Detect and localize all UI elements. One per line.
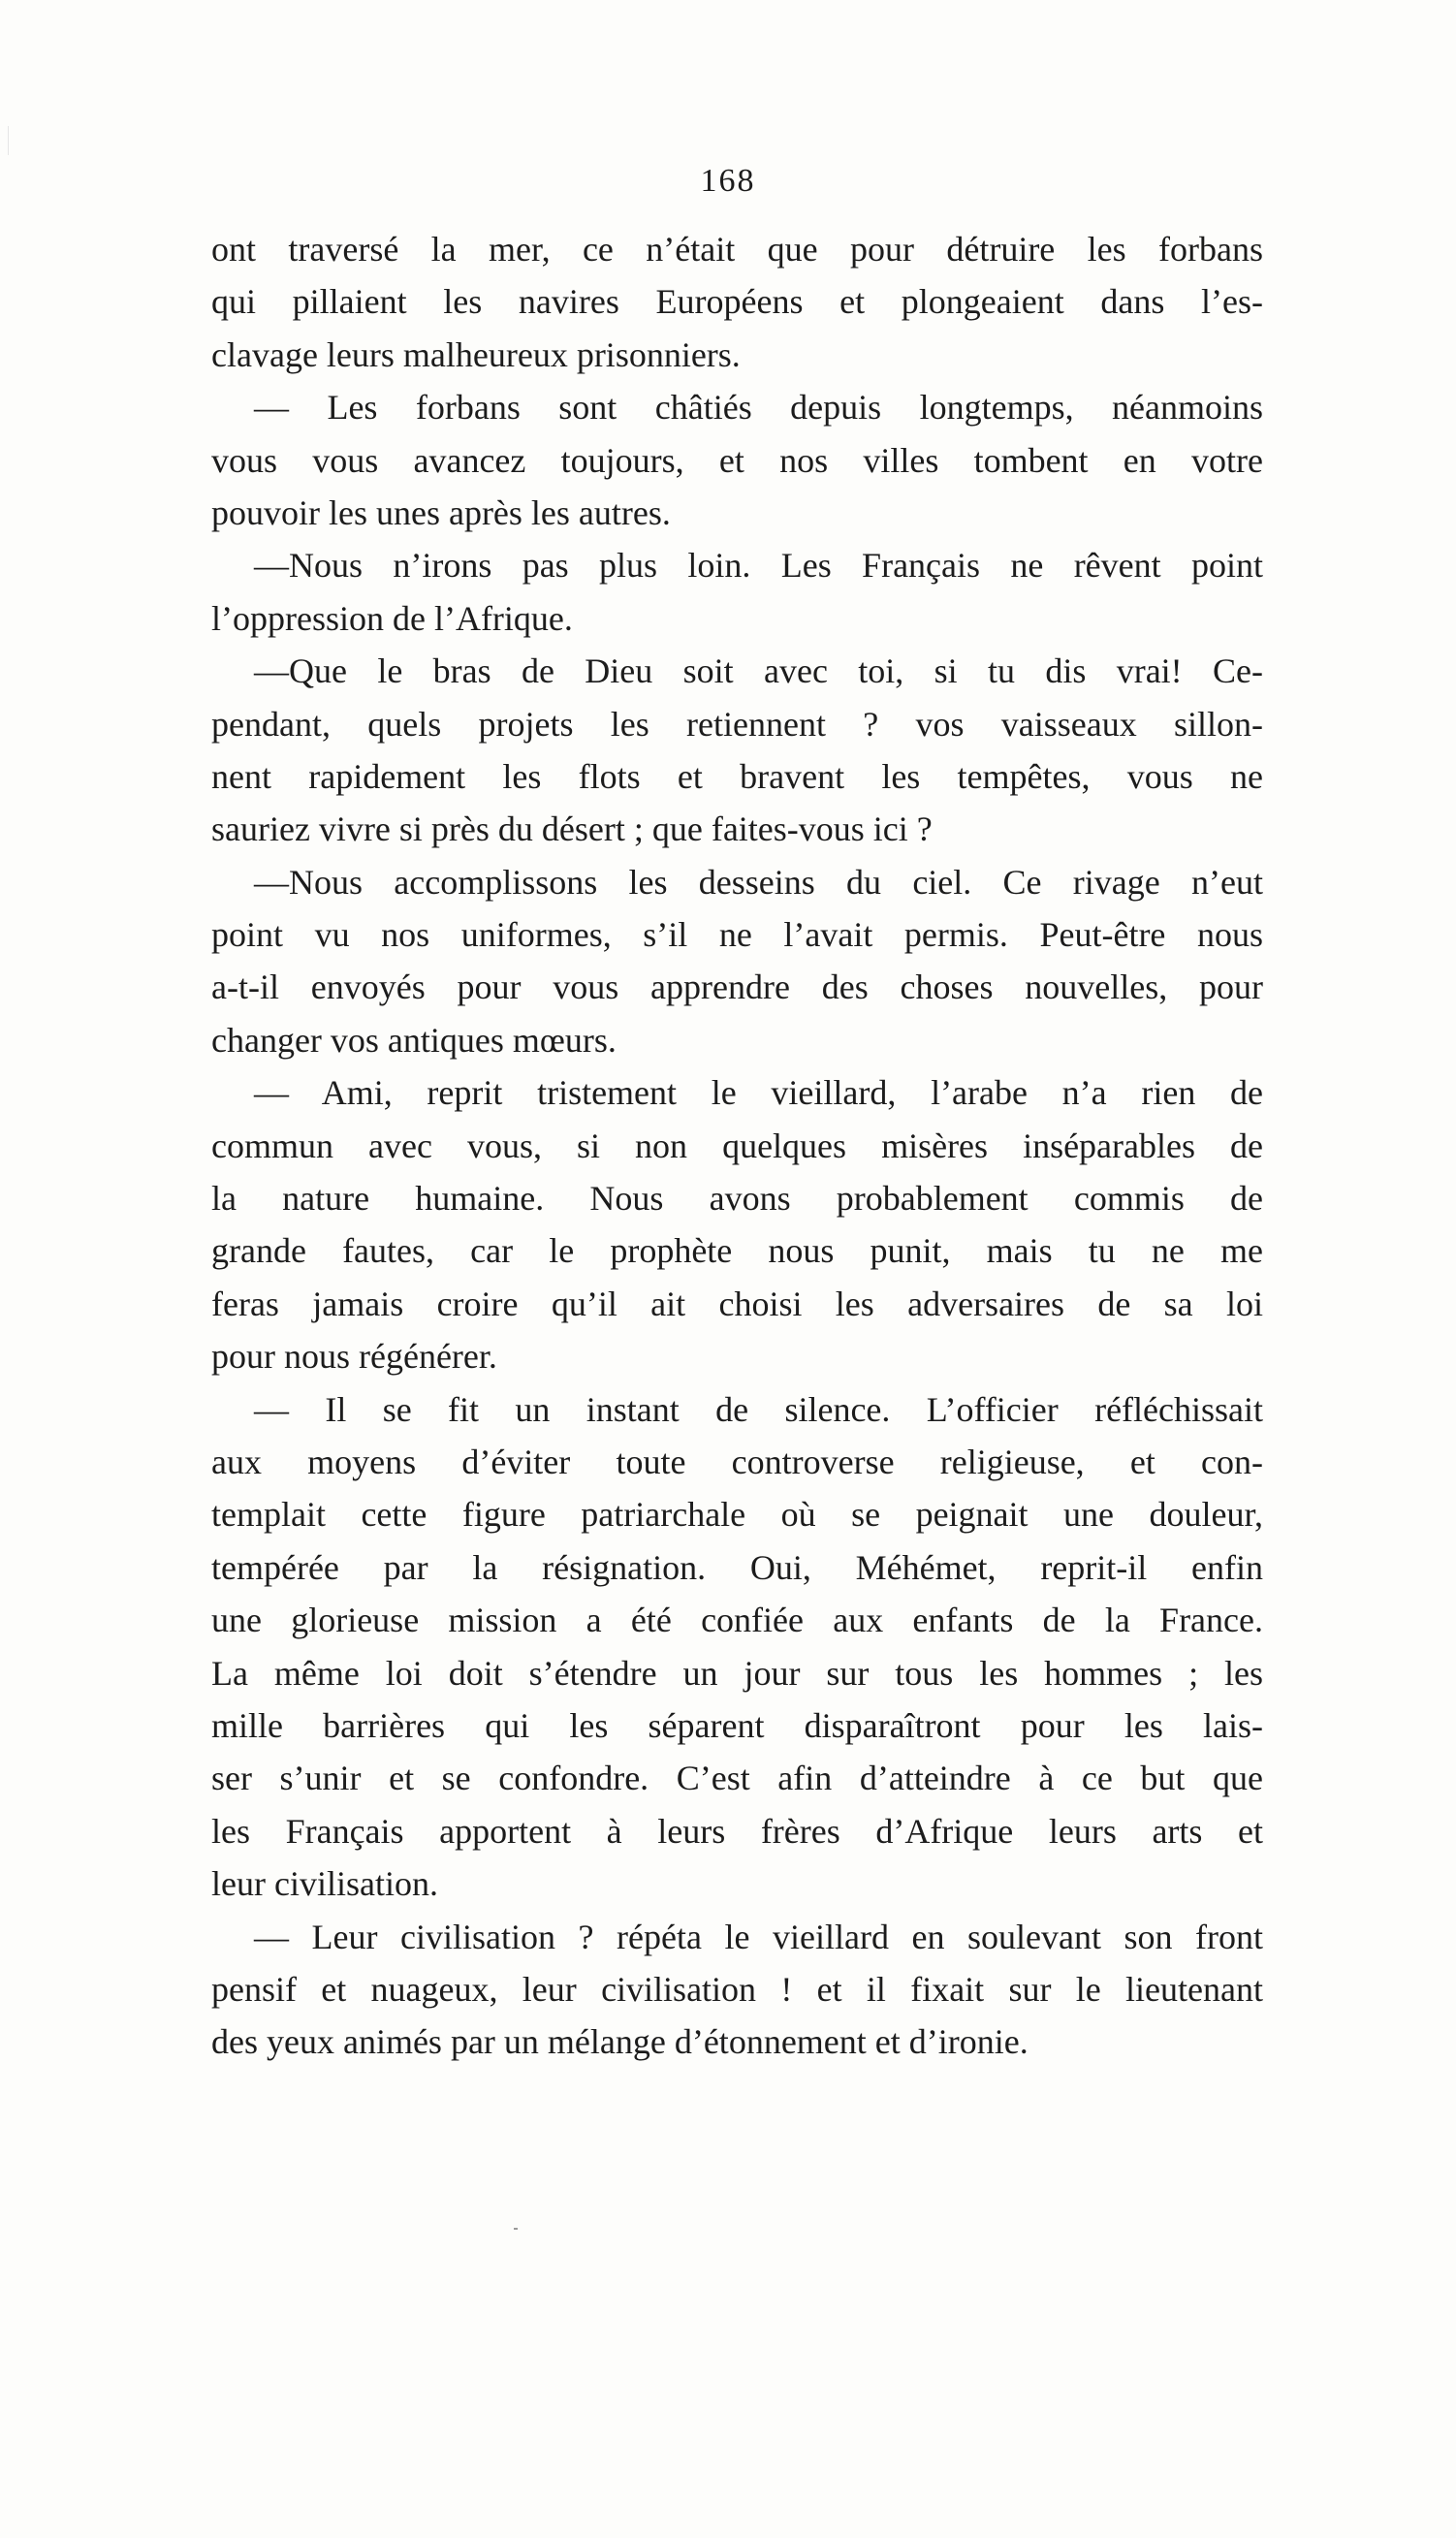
text-line: point vu nos uniformes, s’il ne l’avait permis. Peut-être nous [211,915,1263,955]
text-line: —Nous n’irons pas plus loin. Les Français ne rêvent point [254,546,1263,586]
body-text [211,223,1263,2069]
page-edge-mark [8,126,9,155]
text-line: aux moyens d’éviter toute controverse religieuse, et con- [211,1442,1263,1481]
text-line: clavage leurs malheureux prisonniers. [211,334,741,374]
text-line: sauriez vivre si près du désert ; que faites-vous ici ? [211,809,933,849]
text-line: — Les forbans sont châtiés depuis longtemps, néanmoins [254,388,1263,428]
page-number: 168 [700,163,756,199]
paper-speck [514,2228,518,2230]
text-line: — Leur civilisation ? répéta le vieillard en soulevant son front [254,1917,1263,1956]
text-line: pendant, quels projets les retiennent ? vos vaisseaux sillon- [211,704,1263,744]
text-line: changer vos antiques mœurs. [211,1020,617,1060]
text-line: tempérée par la résignation. Oui, Méhémet, reprit-il enfin [211,1547,1263,1587]
text-line: —Nous accomplissons les desseins du ciel. Ce rivage n’eut [254,862,1263,902]
text-line: commun avec vous, si non quelques misères inséparables de [211,1126,1263,1165]
text-line: pour nous régénérer. [211,1337,497,1377]
text-line: les Français apportent à leurs frères d’Afrique leurs arts et [211,1811,1263,1851]
text-line: templait cette figure patriarchale où se peignait une douleur, [211,1495,1263,1535]
text-line: La même loi doit s’étendre un jour sur tous les hommes ; les [211,1653,1263,1693]
text-line: feras jamais croire qu’il ait choisi les adversaires de sa loi [211,1284,1263,1323]
text-line: nent rapidement les flots et bravent les tempêtes, vous ne [211,756,1263,796]
text-line: vous vous avancez toujours, et nos villes tombent en votre [211,440,1263,480]
text-line: a-t-il envoyés pour vous apprendre des choses nouvelles, pour [211,968,1263,1007]
text-line: grande fautes, car le prophète nous punit, mais tu ne me [211,1231,1263,1271]
text-line: leur civilisation. [211,1864,438,1904]
text-line: l’oppression de l’Afrique. [211,598,573,638]
text-line: pensif et nuageux, leur civilisation ! et il fixait sur le lieutenant [211,1969,1263,2009]
text-line: —Que le bras de Dieu soit avec toi, si tu dis vrai! Ce- [254,651,1263,691]
text-line: mille barrières qui les séparent disparaîtront pour les lais- [211,1705,1263,1745]
text-line: — Il se fit un instant de silence. L’officier réfléchissait [254,1389,1263,1429]
text-line: pouvoir les unes après les autres. [211,492,671,532]
text-line: ser s’unir et se confondre. C’est afin d’atteindre à ce but que [211,1759,1263,1798]
text-line: des yeux animés par un mélange d’étonnement et d’ironie. [211,2022,1029,2062]
text-line: qui pillaient les navires Européens et plongeaient dans l’es- [211,282,1263,322]
text-line: une glorieuse mission a été confiée aux enfants de la France. [211,1601,1263,1640]
text-line: ont traversé la mer, ce n’était que pour détruire les forbans [211,230,1263,269]
text-line: la nature humaine. Nous avons probablement commis de [211,1179,1263,1219]
text-line: — Ami, reprit tristement le vieillard, l’arabe n’a rien de [254,1073,1263,1113]
